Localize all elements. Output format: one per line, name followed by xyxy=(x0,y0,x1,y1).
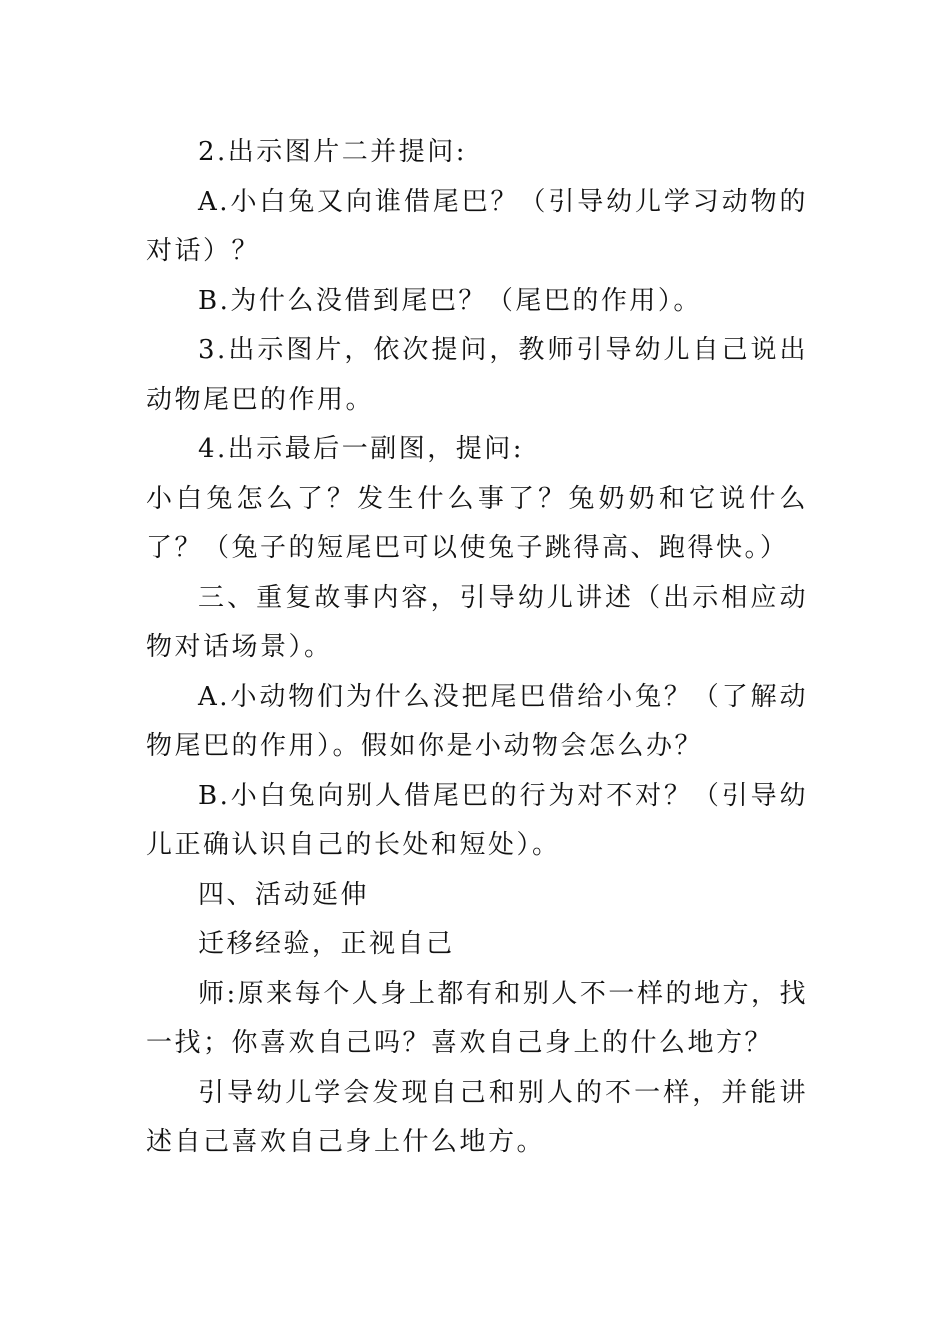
paragraph-rabbit-questions: 小白兔怎么了？发生什么事了？兔奶奶和它说什么了？（兔子的短尾巴可以使兔子跳得高、跑得快。） xyxy=(146,483,808,563)
paragraph-step-2: 2.出示图片二并提问: xyxy=(198,137,468,167)
paragraph-question-a: A.小白兔又向谁借尾巴？（引导幼儿学习动物的对话）？ xyxy=(146,186,808,266)
paragraph-question-b: B.为什么没借到尾巴？（尾巴的作用）。 xyxy=(198,285,702,316)
paragraph-section3-b: B.小白兔向别人借尾巴的行为对不对？（引导幼儿正确认识自己的长处和短处）。 xyxy=(146,780,808,860)
paragraph-transfer-experience: 迁移经验，正视自己 xyxy=(198,929,455,959)
document-body xyxy=(146,128,808,1168)
paragraph-teacher-speech: 师:原来每个人身上都有和别人不一样的地方，找一找；你喜欢自己吗？喜欢自己身上的什么地方？ xyxy=(146,978,808,1058)
paragraph-section3-a: A.小动物们为什么没把尾巴借给小兔？（了解动物尾巴的作用）。假如你是小动物会怎么办？ xyxy=(146,681,808,761)
paragraph-guidance: 引导幼儿学会发现自己和别人的不一样，并能讲述自己喜欢自己身上什么地方。 xyxy=(146,1077,808,1157)
paragraph-step-4: 4.出示最后一副图，提问: xyxy=(198,434,525,464)
section-heading-3: 三、重复故事内容，引导幼儿讲述（出示相应动物对话场景）。 xyxy=(146,582,808,662)
paragraph-step-3: 3.出示图片，依次提问，教师引导幼儿自己说出动物尾巴的作用。 xyxy=(146,335,808,415)
section-heading-4: 四、活动延伸 xyxy=(198,879,370,910)
